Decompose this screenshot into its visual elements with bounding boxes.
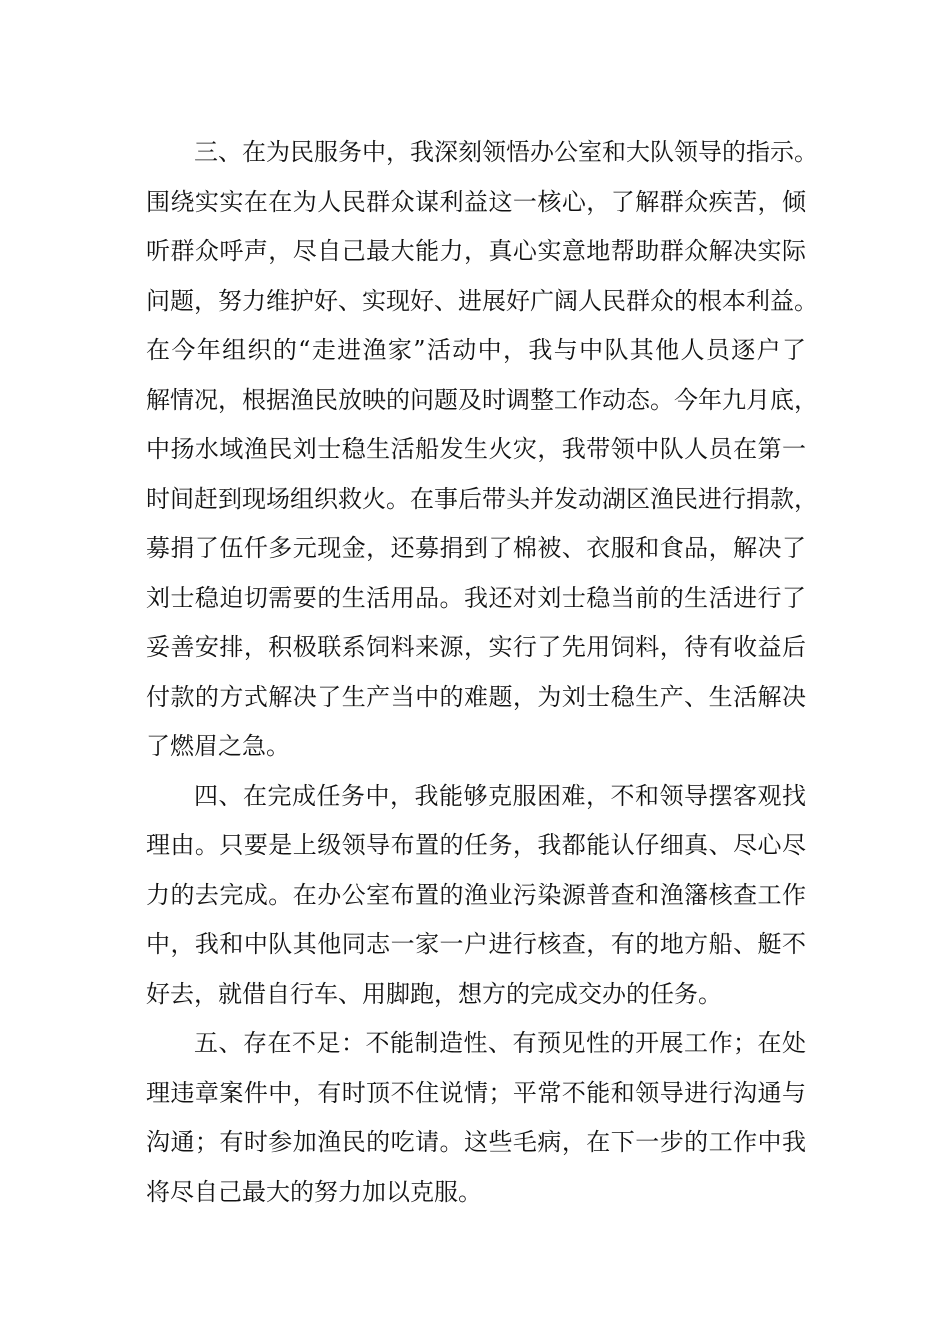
text-line: 将尽自己最大的努力加以克服。	[146, 1177, 482, 1206]
paragraph-5	[146, 1019, 806, 1217]
text-line: 好去，就借自行车、用脚跑，想方的完成交办的任务。	[146, 979, 722, 1008]
text-line: 力的去完成。在办公室布置的渔业污染源普查和渔籓核查工作	[146, 880, 806, 909]
document-body	[146, 128, 818, 1217]
text-line: 刘士稳迫切需要的生活用品。我还对刘士稳当前的生活进行了	[146, 583, 806, 612]
paragraph-4	[146, 772, 806, 1020]
text-line: 中扬水域渔民刘士稳生活船发生火灾，我带领中队人员在第一	[146, 435, 806, 463]
text-line: 募捐了伍仟多元现金，还募捐到了棉被、衣服和食品，解决了	[146, 534, 806, 562]
text-line: 付款的方式解决了生产当中的难题，为刘士稳生产、生活解决	[146, 682, 806, 711]
text-line: 沟通；有时参加渔民的吃请。这些毛病，在下一步的工作中我	[146, 1128, 806, 1156]
text-line: 时间赶到现场组织救火。在事后带头并发动湖区渔民进行捐款，	[146, 484, 818, 513]
text-line: 五、存在不足：不能制造性、有预见性的开展工作；在处	[194, 1029, 806, 1057]
text-line: 解情况，根据渔民放映的问题及时调整工作动态。今年九月底，	[146, 385, 818, 414]
text-line: 四、在完成任务中，我能够克服困难，不和领导摆客观找	[194, 781, 806, 810]
text-line: 在今年组织的“走进渔家”活动中，我与中队其他人员逐户了	[146, 336, 806, 364]
text-line: 问题，努力维护好、实现好、进展好广阔人民群众的根本利益。	[146, 286, 818, 315]
text-line: 三、在为民服务中，我深刻领悟办公室和大队领导的指示。	[194, 138, 818, 166]
text-line: 中，我和中队其他同志一家一户进行核查，有的地方船、艇不	[146, 930, 806, 958]
text-line: 妥善安排，积极联系饲料来源，实行了先用饲料，待有收益后	[146, 633, 806, 661]
text-line: 围绕实实在在为人民群众谋利益这一核心，了解群众疾苦，倾	[146, 187, 806, 216]
text-line: 听群众呼声，尽自己最大能力，真心实意地帮助群众解决实际	[146, 237, 806, 265]
text-line: 理由。只要是上级领导布置的任务，我都能认仔细真、尽心尽	[146, 831, 806, 859]
text-line: 了燃眉之急。	[146, 732, 290, 760]
paragraph-3	[146, 128, 818, 772]
text-line: 理违章案件中，有时顶不住说情；平常不能和领导进行沟通与	[146, 1078, 806, 1107]
